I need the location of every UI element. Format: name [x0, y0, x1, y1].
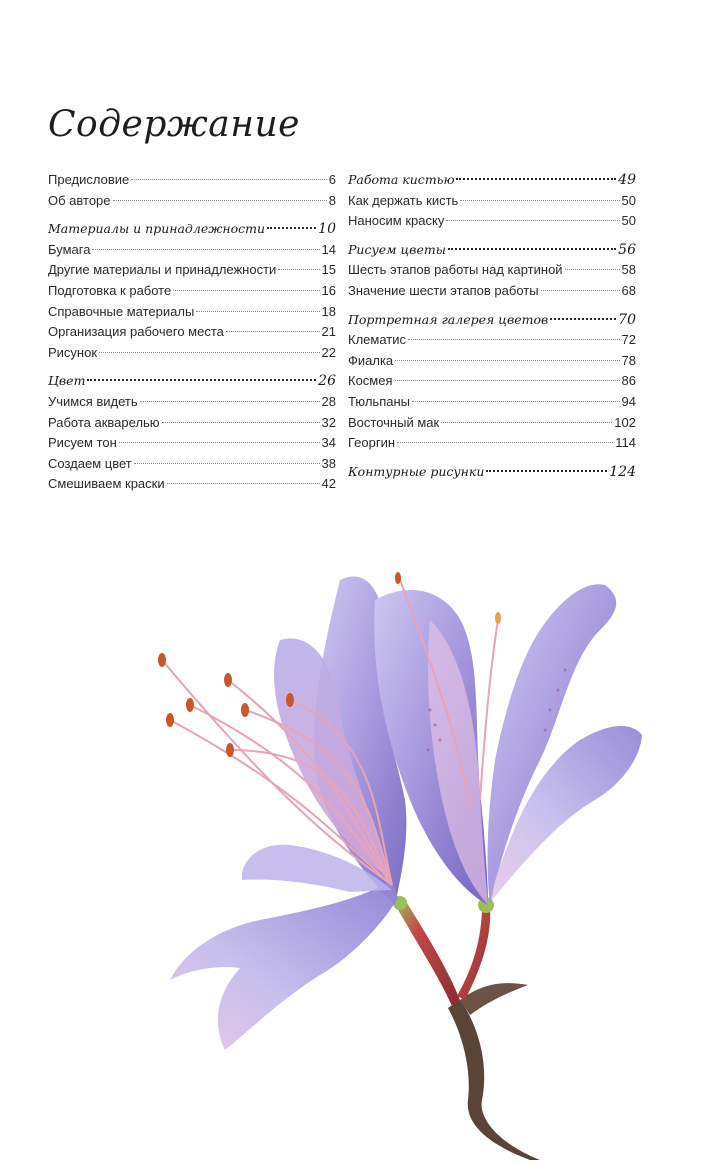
toc-page-number: 16	[321, 282, 336, 298]
dot-leader	[140, 401, 320, 402]
toc-page-number: 68	[621, 282, 636, 298]
toc-right-column	[348, 170, 636, 490]
toc-entry	[48, 281, 336, 302]
dot-leader	[196, 311, 319, 312]
dot-leader	[134, 463, 320, 464]
toc-section	[48, 170, 336, 211]
toc-section-heading	[48, 219, 336, 240]
toc-entry	[348, 330, 636, 351]
toc-entry-title: Наносим краску	[348, 213, 445, 229]
toc-section-heading	[48, 371, 336, 392]
dot-leader	[167, 483, 320, 484]
dot-leader	[460, 200, 619, 201]
toc-page-number: 26	[318, 373, 336, 390]
toc-page-number: 14	[321, 241, 336, 257]
toc-entry	[48, 392, 336, 413]
toc-page-number: 50	[621, 192, 636, 208]
toc-page-number: 50	[621, 213, 636, 229]
toc-section-heading	[348, 310, 636, 331]
dot-leader	[173, 290, 319, 291]
toc-page-number: 21	[321, 324, 336, 340]
dot-leader	[412, 401, 620, 402]
toc-section	[48, 371, 336, 495]
page-title: Содержание	[48, 104, 300, 145]
toc-entry-title: Шесть этапов работы над картиной	[348, 262, 563, 278]
toc-section-heading	[348, 170, 636, 191]
toc-entry-title: Рисуем цветы	[348, 241, 446, 257]
toc-page-number: 124	[609, 463, 636, 480]
toc-entry	[348, 281, 636, 302]
toc-entry	[48, 260, 336, 281]
toc-page-number: 102	[614, 414, 636, 430]
toc-entry-title: Восточный мак	[348, 414, 440, 430]
toc-entry-title: Работа кистью	[348, 172, 455, 187]
toc-section-heading	[348, 240, 636, 261]
toc-entry	[48, 474, 336, 495]
toc-entry-title: Как держать кисть	[348, 192, 459, 208]
toc-page-number: 6	[328, 172, 336, 187]
toc-entry-title: Создаем цвет	[48, 455, 132, 471]
toc-page-number: 78	[621, 352, 636, 368]
toc-entry-title: Портретная галерея цветов	[348, 311, 549, 327]
toc-section	[48, 219, 336, 363]
toc-section-heading	[348, 462, 636, 483]
toc-section	[348, 310, 636, 454]
toc-page-number: 10	[318, 221, 336, 238]
toc-page-number: 38	[321, 455, 336, 471]
toc-entry	[48, 433, 336, 454]
toc-entry-title: Работа акварелью	[48, 414, 160, 430]
toc-page-number: 94	[621, 393, 636, 409]
toc-page-number: 8	[328, 192, 336, 208]
toc-entry-title: Подготовка к работе	[48, 282, 172, 298]
toc-entry	[348, 211, 636, 232]
dot-leader	[99, 352, 320, 353]
dot-leader	[456, 178, 616, 180]
toc-page-number: 32	[321, 414, 336, 430]
toc-page-number: 15	[321, 262, 336, 278]
toc-page-number: 114	[615, 435, 636, 451]
dot-leader	[113, 200, 327, 201]
toc-page-number: 49	[618, 172, 636, 188]
toc-entry	[348, 260, 636, 281]
toc-entry-title: Фиалка	[348, 352, 394, 368]
toc-entry-title: Другие материалы и принадлежности	[48, 262, 277, 278]
toc-entry-title: Контурные рисунки	[348, 463, 485, 479]
toc-entry	[348, 392, 636, 413]
toc-entry	[348, 191, 636, 212]
dot-leader	[541, 290, 620, 291]
toc-section	[348, 462, 636, 483]
dot-leader	[92, 249, 319, 250]
toc-entry-title: Предисловие	[48, 172, 130, 187]
dot-leader	[565, 269, 620, 270]
toc-entry-title: Материалы и принадлежности	[48, 221, 266, 237]
toc-entry-title: Справочные материалы	[48, 303, 195, 319]
toc-entry-title: Смешиваем краски	[48, 476, 165, 492]
toc-entry	[48, 343, 336, 364]
toc-page-number: 28	[321, 393, 336, 409]
toc-entry	[48, 413, 336, 434]
dot-leader	[395, 360, 619, 361]
dot-leader	[395, 380, 620, 381]
toc-entry-title: Рисуем тон	[48, 435, 117, 451]
dot-leader	[408, 339, 620, 340]
toc-entry-title: Рисунок	[48, 344, 98, 360]
toc-entry-title: Значение шести этапов работы	[348, 282, 539, 298]
toc-page-number: 70	[618, 311, 636, 328]
dot-leader	[441, 422, 612, 423]
toc-entry-title: Организация рабочего места	[48, 324, 224, 340]
toc-entry	[48, 240, 336, 261]
dot-leader	[278, 269, 319, 270]
dot-leader	[119, 442, 320, 443]
toc-page-number: 22	[321, 344, 336, 360]
toc-page-number: 42	[321, 476, 336, 492]
toc-entry	[48, 322, 336, 343]
toc-entry	[348, 433, 636, 454]
toc-page-number: 86	[621, 373, 636, 389]
toc-page-number: 56	[618, 241, 636, 258]
dot-leader	[131, 179, 327, 180]
toc-entry-title: Цвет	[48, 373, 86, 389]
toc-entry-title: Георгин	[348, 435, 396, 451]
rhododendron-flower-illustration	[130, 560, 660, 1160]
dot-leader	[162, 422, 320, 423]
toc-entry	[48, 191, 336, 212]
toc-entry-title: Космея	[348, 373, 393, 389]
toc-entry	[48, 302, 336, 323]
toc-page-number: 34	[321, 435, 336, 451]
toc-page-number: 58	[621, 262, 636, 278]
dot-leader	[226, 331, 320, 332]
toc-entry	[48, 170, 336, 191]
toc-entry	[348, 351, 636, 372]
toc-entry-title: Клематис	[348, 332, 406, 348]
dot-leader	[486, 470, 607, 472]
toc-entry-title: Тюльпаны	[348, 393, 410, 409]
branch	[448, 1000, 540, 1160]
toc-entry-title: Учимся видеть	[48, 393, 138, 409]
dot-leader	[550, 318, 616, 320]
dot-leader	[267, 227, 316, 229]
toc-entry-title: Бумага	[48, 241, 91, 257]
toc-section	[348, 170, 636, 232]
dot-leader	[397, 442, 613, 443]
toc-page-number: 18	[321, 303, 336, 319]
toc-page-number: 72	[621, 332, 636, 348]
toc-section	[348, 240, 636, 302]
dot-leader	[448, 248, 616, 250]
toc-entry	[348, 413, 636, 434]
toc-left-column	[48, 170, 336, 503]
toc-entry-title: Об авторе	[48, 192, 111, 208]
dot-leader	[87, 379, 316, 381]
dot-leader	[446, 220, 619, 221]
toc-entry	[48, 454, 336, 475]
toc-entry	[348, 371, 636, 392]
